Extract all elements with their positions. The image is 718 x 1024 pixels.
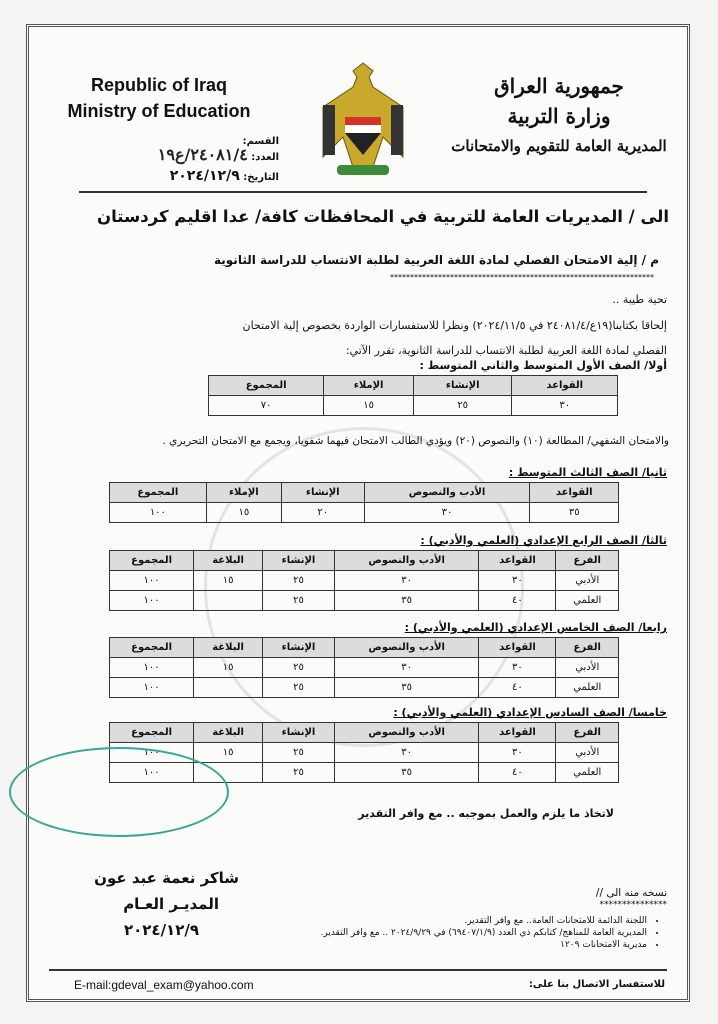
- copy-item: • المديرية العامة للمناهج/ كتابكم ذي العدد (٦٩٤٠٧/١/٩) في ٢٠٢٤/٩/٢٩ .. مع وافر التقدير.: [189, 927, 647, 939]
- column-header: المجموع: [110, 723, 194, 743]
- table-cell: ٢٥: [263, 743, 335, 763]
- column-header: القواعد: [479, 723, 556, 743]
- table-cell: ٢٥: [263, 591, 335, 611]
- grades-table: [109, 482, 619, 523]
- table-cell: ٢٥: [263, 571, 335, 591]
- republic-arabic: جمهورية العراق: [494, 74, 624, 98]
- grades-table: [109, 637, 619, 698]
- ministry-arabic: وزارة التربية: [507, 104, 611, 128]
- signer-title: المديـر العـام: [123, 895, 219, 913]
- table-cell: ١٠٠: [110, 763, 194, 783]
- signature-scribble: [9, 747, 229, 837]
- column-header: الأدب والنصوص: [334, 723, 478, 743]
- grades-table: [109, 550, 619, 611]
- header-arabic: [439, 71, 679, 161]
- table-cell: ١٥: [194, 743, 263, 763]
- copies-stars: ***************: [599, 900, 667, 910]
- table-cell: ٤٠: [479, 678, 556, 698]
- footer-contact: للاستفسار الاتصال بنا على:: [528, 979, 665, 990]
- table-cell: ٣٠: [334, 658, 478, 678]
- copy-item: • مديرية الامتحانات ١٢٠٩: [189, 939, 647, 951]
- column-header: القواعد: [512, 376, 618, 396]
- header-divider: [79, 191, 647, 193]
- copy-item: • اللجنة الدائمة للامتحانات العامة.. مع وافر التقدير.: [189, 915, 647, 927]
- table-cell: ٢٥: [263, 658, 335, 678]
- column-header: القواعد: [530, 483, 619, 503]
- table-row: [110, 571, 619, 591]
- table-row: [110, 678, 619, 698]
- date-label: التاريخ:: [243, 172, 279, 183]
- letter-page: [26, 24, 690, 1002]
- table-cell: ٤٠: [479, 763, 556, 783]
- column-header: الإنشاء: [263, 723, 335, 743]
- copies-block: [189, 887, 667, 951]
- table-cell: ٧٠: [209, 396, 324, 416]
- table-cell: الأدبي: [556, 658, 619, 678]
- table-cell: ١٥: [324, 396, 414, 416]
- table-cell: ١٠٠: [110, 571, 194, 591]
- table-header-row: [110, 551, 619, 571]
- table-cell: ٣٥: [334, 763, 478, 783]
- paragraph-line-1: إلحاقا بكتابنا(١٩ع/٢٤٠٨١/٤ في ٢٠٢٤/١١/٥) ونظرا للاستفسارات الواردة بخصوص إلية الامتحان: [242, 319, 667, 332]
- table-cell: ١٠٠: [110, 658, 194, 678]
- footer-divider: [49, 969, 667, 971]
- column-header: المجموع: [110, 483, 207, 503]
- table-header-row: [209, 376, 618, 396]
- header-english: [49, 72, 269, 124]
- table-cell: ١٠٠: [110, 591, 194, 611]
- table-cell: ٣٠: [512, 396, 618, 416]
- table-cell: العلمي: [556, 763, 619, 783]
- column-header: الفرع: [556, 638, 619, 658]
- table-cell: ١٥: [206, 503, 281, 523]
- table-cell: ٣٠: [334, 743, 478, 763]
- grades-table: [208, 375, 618, 416]
- copies-list: [189, 915, 667, 951]
- table-cell: ١٠٠: [110, 678, 194, 698]
- table-row: [110, 503, 619, 523]
- section-title: أولا/ الصف الأول المتوسط والثاني المتوسط :: [419, 359, 667, 372]
- ministry-label: Ministry of Education: [67, 101, 251, 121]
- closing-line: لاتخاذ ما يلزم والعمل بموجبه .. مع وافر التقدير: [358, 807, 614, 820]
- reference-block: [59, 135, 279, 184]
- oral-exam-note: والامتحان الشفهي/ المطالعة (١٠) والنصوص (٢٠) ويؤدي الطالب الامتحان فيهما شفويا، ويجمع مع الامتحان التحريري .: [162, 435, 669, 447]
- table-cell: الأدبي: [556, 743, 619, 763]
- table-cell: ٣٥: [530, 503, 619, 523]
- table-cell: العلمي: [556, 591, 619, 611]
- column-header: الأدب والنصوص: [364, 483, 530, 503]
- number-label: العدد:: [251, 152, 279, 163]
- column-header: الإنشاء: [281, 483, 364, 503]
- table-cell: [194, 591, 263, 611]
- table-cell: ١٠٠: [110, 503, 207, 523]
- column-header: البلاغة: [194, 551, 263, 571]
- table-cell: ٢٥: [263, 763, 335, 783]
- signature-date: ٢٠٢٤/١٢/٩: [123, 921, 199, 939]
- column-header: القواعد: [479, 551, 556, 571]
- table-cell: ٤٠: [479, 591, 556, 611]
- table-cell: [194, 678, 263, 698]
- iraq-eagle-emblem-icon: [317, 59, 409, 179]
- table-header-row: [110, 723, 619, 743]
- table-cell: ٣٠: [479, 743, 556, 763]
- column-header: البلاغة: [194, 638, 263, 658]
- table-row: [110, 658, 619, 678]
- table-cell: ٢٥: [263, 678, 335, 698]
- column-header: المجموع: [110, 551, 194, 571]
- table-cell: ١٥: [194, 571, 263, 591]
- column-header: الإنشاء: [263, 638, 335, 658]
- signer-name: شاكر نعمة عبد عون: [94, 869, 239, 887]
- column-header: القواعد: [479, 638, 556, 658]
- column-header: الإنشاء: [413, 376, 512, 396]
- table-cell: العلمي: [556, 678, 619, 698]
- column-header: الإنشاء: [263, 551, 335, 571]
- section-title: رابعا/ الصف الخامس الإعدادي (العلمي والأدبي) :: [404, 621, 667, 634]
- recipient: الى / المديريات العامة للتربية في المحافظات كافة/ عدا اقليم كردستان: [96, 207, 669, 226]
- section-title: ثالثا/ الصف الرابع الإعدادي (العلمي والأدبي) :: [420, 534, 667, 547]
- table-cell: ٣٠: [479, 571, 556, 591]
- table-header-row: [110, 638, 619, 658]
- table-row: [110, 591, 619, 611]
- table-cell: ٢٠: [281, 503, 364, 523]
- subject: م / إلية الامتحان الفصلي لمادة اللغة العربية لطلبة الانتساب للدراسة الثانوية: [214, 253, 659, 267]
- stars-divider: ******************************************************************: [390, 273, 654, 282]
- table-header-row: [110, 483, 619, 503]
- table-cell: ٢٥: [413, 396, 512, 416]
- table-cell: ٣٠: [334, 571, 478, 591]
- table-row: [209, 396, 618, 416]
- republic-label: Republic of Iraq: [90, 75, 227, 95]
- table-cell: ٣٥: [334, 591, 478, 611]
- directorate-arabic: المديرية العامة للتقويم والامتحانات: [451, 137, 667, 155]
- column-header: الأدب والنصوص: [334, 638, 478, 658]
- table-cell: ٣٥: [334, 678, 478, 698]
- paragraph-line-2: الفصلي لمادة اللغة العربية لطلبة الانتساب للدراسة الثانوية، تقرر الآتي:: [345, 344, 667, 357]
- column-header: المجموع: [110, 638, 194, 658]
- dept-label: القسم:: [242, 136, 279, 147]
- column-header: الإملاء: [324, 376, 414, 396]
- column-header: المجموع: [209, 376, 324, 396]
- column-header: البلاغة: [194, 723, 263, 743]
- table-cell: ٣٠: [364, 503, 530, 523]
- table-cell: ١٥: [194, 658, 263, 678]
- table-cell: الأدبي: [556, 571, 619, 591]
- number-value: ٢٤٠٨١/٤/ع١٩: [157, 145, 248, 164]
- greeting: تحية طيبة ..: [612, 293, 667, 306]
- column-header: الفرع: [556, 723, 619, 743]
- footer-email[interactable]: E-mail:gdeval_exam@yahoo.com: [74, 978, 254, 992]
- section-title: خامسا/ الصف السادس الإعدادي (العلمي والأدبي) :: [393, 706, 667, 719]
- column-header: الأدب والنصوص: [334, 551, 478, 571]
- table-cell: ٣٠: [479, 658, 556, 678]
- column-header: الفرع: [556, 551, 619, 571]
- copies-label: نسخه منه الى //: [595, 887, 667, 899]
- column-header: الإملاء: [206, 483, 281, 503]
- table-cell: ١٠٠: [110, 743, 194, 763]
- date-value: ٢٠٢٤/١٢/٩: [169, 168, 240, 184]
- section-title: ثانيا/ الصف الثالث المتوسط :: [508, 466, 667, 479]
